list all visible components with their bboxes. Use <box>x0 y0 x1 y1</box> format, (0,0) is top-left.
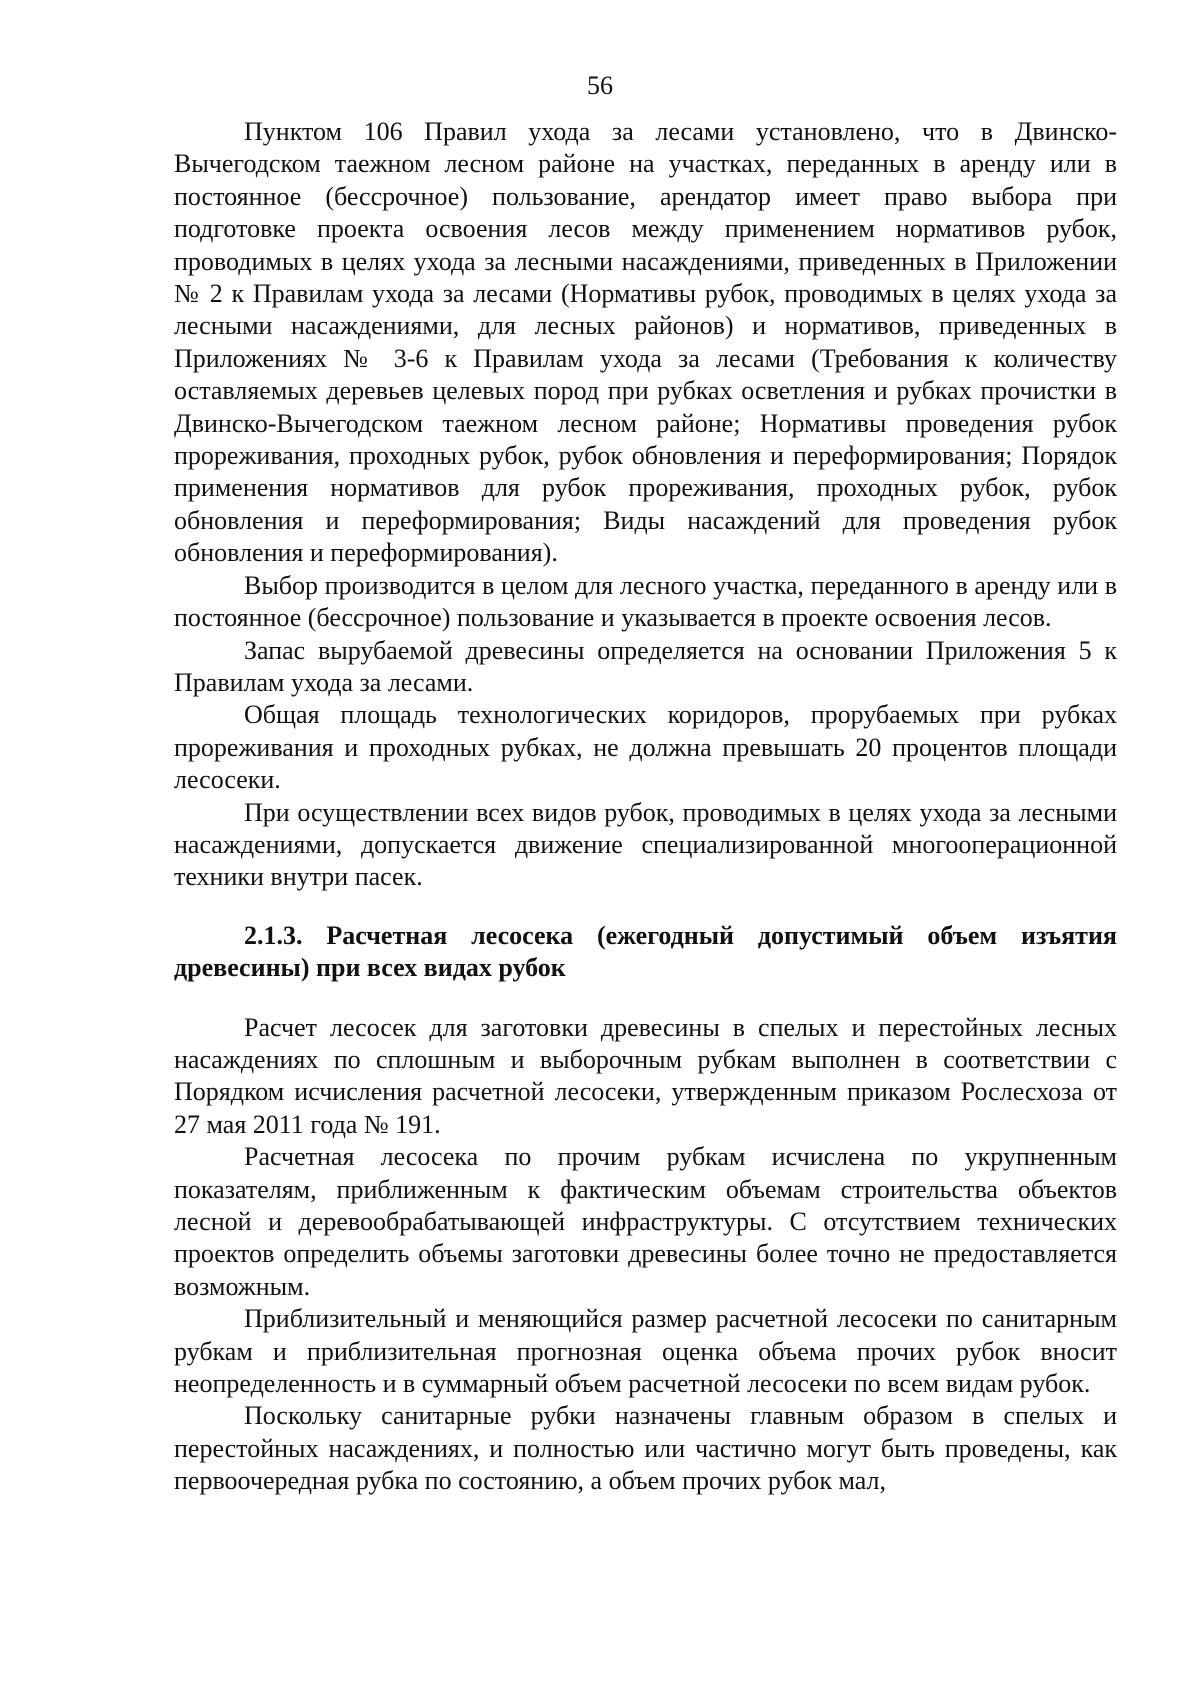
paragraph-sanitarnye-rubki: Приблизительный и меняющийся размер расчетной лесосеки по санитарным рубкам и приблизительная прогнозная оценка объема прочих рубок вносит неопределенность и в суммарный объем расчетной лесосеки по всем видам рубок. <box>174 1304 1117 1399</box>
paragraph-prochie-rubki: Расчетная лесосека по прочим рубкам исчислена по укрупненным показателям, приближенным к фактическим объемам строительства объектов лесной и деревообрабатывающей инфраструктуры. С отсутствием технических проектов определить объемы заготовки древесины более точно не предоставляется возможным. <box>174 1142 1117 1301</box>
paragraph-zapas: Запас вырубаемой древесины определяется на основании Приложения 5 к Правилам ухода за лесами. <box>174 635 1117 697</box>
paragraph-raschet-lesosek: Расчет лесосек для заготовки древесины в спелых и перестойных лесных насаждениях по сплошным и выборочным рубкам выполнен в соответствии с Порядком исчисления расчетной лесосеки, утвержденным приказом Рослесхоза от 27 мая 2011 года № 191. <box>174 1012 1117 1139</box>
page-body <box>174 116 1117 1498</box>
section-heading: 2.1.3. Расчетная лесосека (ежегодный допустимый объем изъятия древесины) при всех видах рубок <box>174 920 1117 983</box>
paragraph-tekhnika: При осуществлении всех видов рубок, проводимых в целях ухода за лесными насаждениями, допускается движение специализированной многооперационной техники внутри пасек. <box>174 797 1117 892</box>
paragraph-pravila-106: Пунктом 106 Правил ухода за лесами установлено, что в Двинско-Вычегодском таежном лесном районе на участках, переданных в аренду или в постоянное (бессрочное) пользование, арендатор имеет право выбора при подготовке проекта освоения лесов между применением нормативов рубок, проводимых в целях ухода за лесными насаждениями, приведенных в Приложении № 2 к Правилам ухода за лесами (Нормативы рубок, проводимых в целях ухода за лесными насаждениями, для лесных районов) и нормативов, приведенных в Приложениях № 3-6 к Правилам ухода за лесами (Требования к количеству оставляемых деревьев целевых пород при рубках осветления и рубках прочистки в Двинско-Вычегодском таежном лесном районе; Нормативы проведения рубок прореживания, проходных рубок, рубок обновления и переформирования; Порядок применения нормативов для рубок прореживания, проходных рубок, рубок обновления и переформирования; Виды насаждений для проведения рубок обновления и переформирования). <box>174 117 1117 568</box>
paragraph-koridory: Общая площадь технологических коридоров, прорубаемых при рубках прореживания и проходных рубках, не должна превышать 20 процентов площади лесосеки. <box>174 700 1117 795</box>
paragraph-vybor: Выбор производится в целом для лесного участка, переданного в аренду или в постоянное (бессрочное) пользование и указывается в проекте освоения лесов. <box>174 570 1117 633</box>
paragraph-pervoocherednaya: Поскольку санитарные рубки назначены главным образом в спелых и перестойных насаждениях, и полностью или частично могут быть проведены, как первоочередная рубка по состоянию, а объем прочих рубок мал, <box>174 1401 1117 1496</box>
page-number: 56 <box>587 71 613 100</box>
